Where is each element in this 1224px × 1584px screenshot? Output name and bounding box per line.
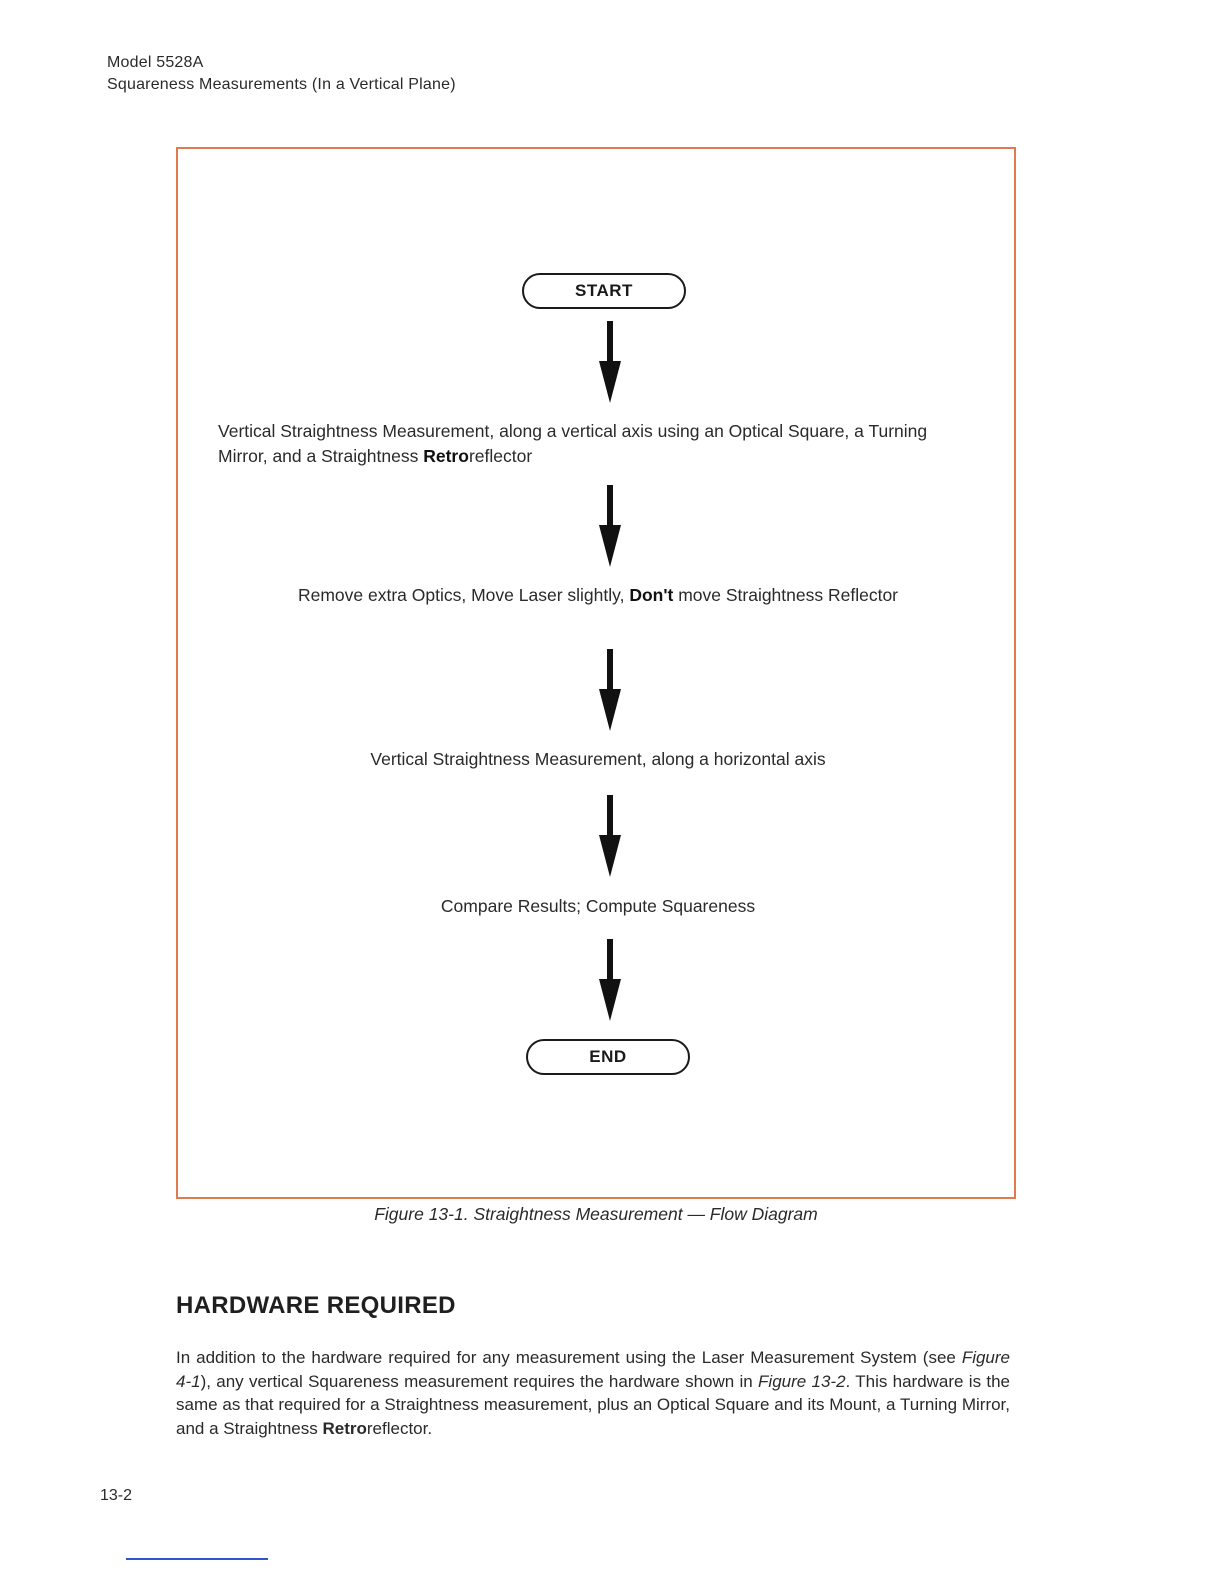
section-title: Squareness Measurements (In a Vertical Plane)	[107, 76, 456, 93]
step-remove-optics: Remove extra Optics, Move Laser slightly, Don't move Straightness Reflector	[297, 585, 899, 605]
step1-line2: Mirror, and a Straightness Retroreflector	[218, 446, 533, 466]
figure-reference: Figure 13-2	[758, 1371, 846, 1391]
model-label: Model 5528A	[107, 54, 204, 71]
figure-reference: Figure 4-1	[176, 1348, 1010, 1391]
hardware-required-paragraph: In addition to the hardware required for any measurement using the Laser Measurement System (see Figure 4-1), any vertical Squareness measurement requires the hardware shown in Figure 13-2. This hardware is the same as that required for a Straightness measurement, plus an Optical Square and its Mount, a Turning Mirror, and a Straightness Retroreflector.	[176, 1348, 1010, 1438]
end-terminal: END	[526, 1039, 690, 1075]
page-number: 13-2	[100, 1487, 133, 1504]
down-arrow-icon	[596, 649, 624, 731]
down-arrow-icon	[596, 939, 624, 1021]
start-terminal: START	[522, 273, 686, 309]
figure-caption: Figure 13-1. Straightness Measurement — Flow Diagram	[374, 1204, 818, 1224]
step-compare-results: Compare Results; Compute Squareness	[440, 896, 756, 916]
down-arrow-icon	[596, 321, 624, 403]
flow-diagram-frame	[176, 147, 1016, 1199]
down-arrow-icon	[596, 485, 624, 567]
section-heading: HARDWARE REQUIRED	[176, 1292, 456, 1319]
step-horizontal-axis-measurement: Vertical Straightness Measurement, along a horizontal axis	[370, 749, 826, 769]
down-arrow-icon	[596, 795, 624, 877]
footer-rule	[126, 1558, 268, 1560]
step1-line1: Vertical Straightness Measurement, along a vertical axis using an Optical Square, a Turning	[218, 421, 928, 441]
page-header	[107, 52, 456, 96]
step-vertical-axis-measurement	[218, 419, 1008, 469]
